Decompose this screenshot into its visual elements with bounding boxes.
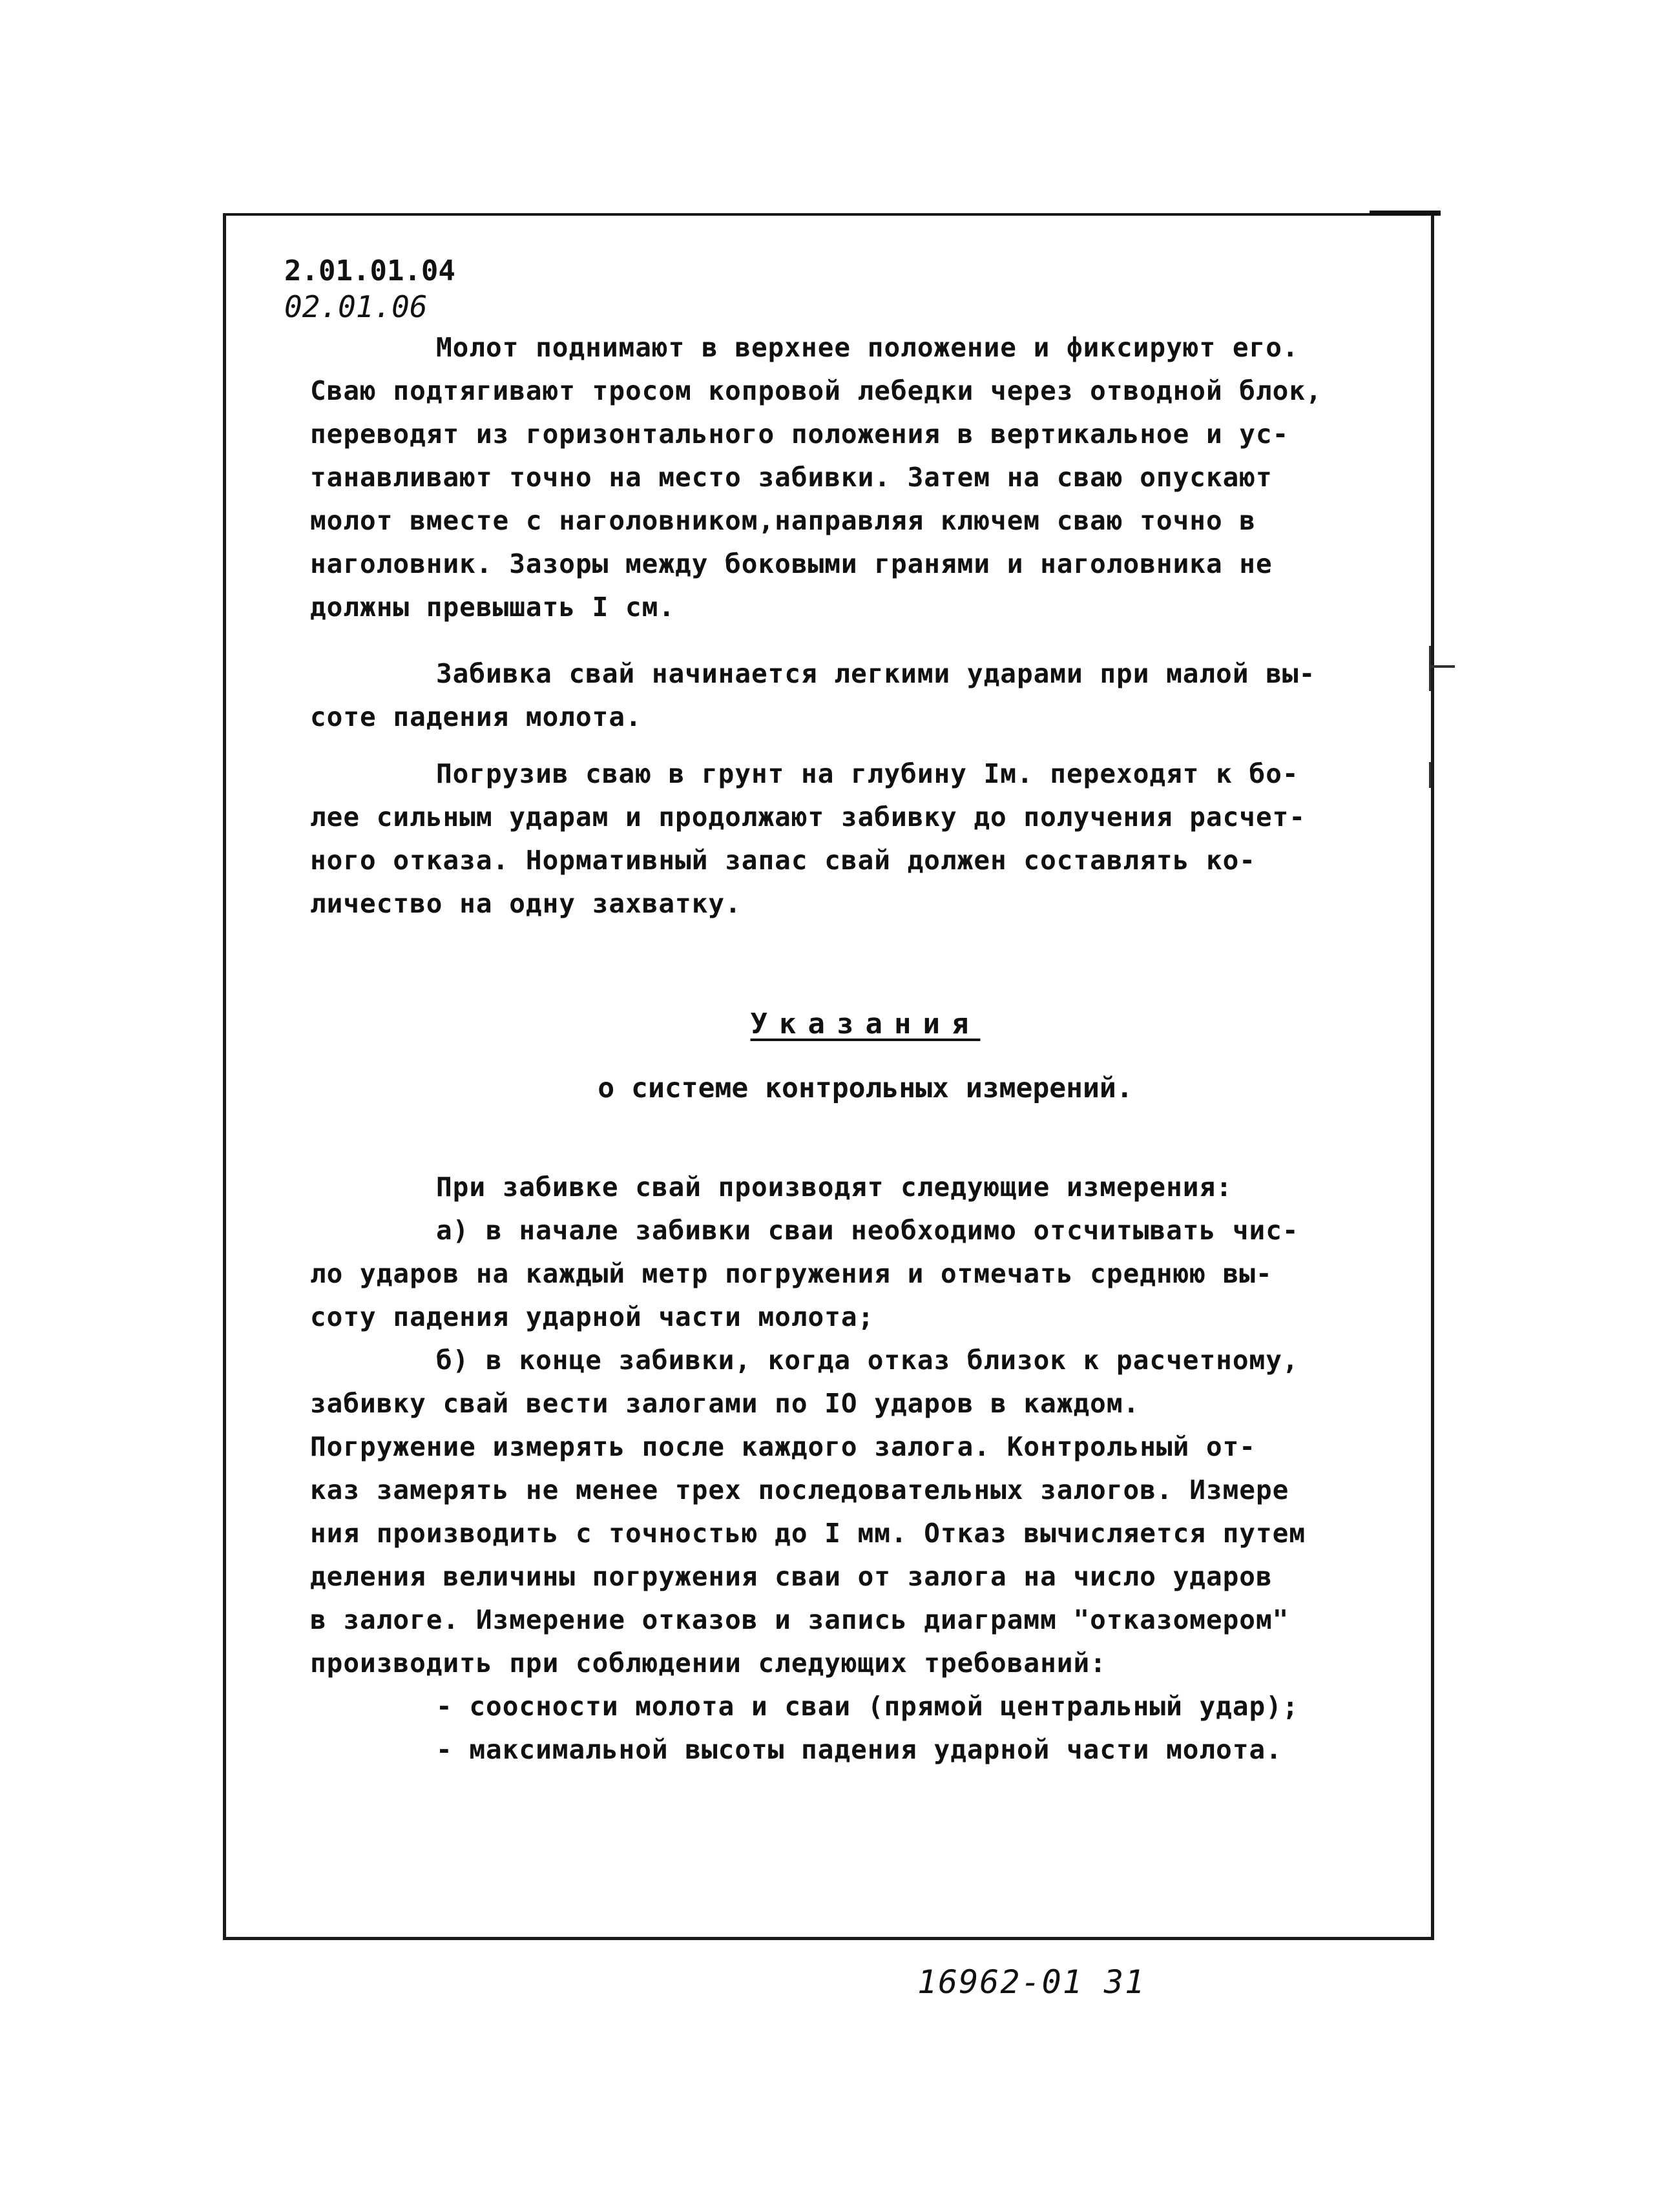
text-line: Сваю подтягивают тросом копровой лебедки через отводной блок,	[310, 375, 1322, 406]
document-code: 2.01.01.04	[284, 254, 455, 287]
text-line: ния производить с точностью до I мм. Отказ вычисляется путем	[310, 1518, 1306, 1549]
text-line: Молот поднимают в верхнее положение и фиксируют его.	[436, 332, 1299, 363]
text-line: танавливают точно на место забивки. Затем на сваю опускают	[310, 462, 1273, 493]
text-line: забивку свай вести залогами по IO ударов в каждом.	[310, 1388, 1140, 1419]
paragraph-driving-start	[310, 652, 1415, 739]
document-code-handwritten: 02.01.06	[284, 289, 428, 324]
text-line: соте падения молота.	[310, 701, 642, 732]
paragraph-driving-continue	[310, 752, 1415, 925]
section-subtitle: о системе контрольных измерений.	[598, 1072, 1133, 1104]
requirement-item: - максимальной высоты падения ударной части молота.	[436, 1734, 1282, 1765]
text-line: каз замерять не менее трех последовательных залогов. Измере	[310, 1474, 1289, 1505]
text-line: б) в конце забивки, когда отказ близок к расчетному,	[436, 1345, 1299, 1376]
footer-document-number: 16962-01 31	[917, 1963, 1146, 2001]
margin-mark	[1429, 646, 1431, 691]
text-line: Погружение измерять после каждого залога. Контрольный от-	[310, 1431, 1256, 1462]
text-line: наголовник. Зазоры между боковыми гранями и наголовника не	[310, 548, 1273, 579]
section-title: Указания	[750, 1008, 981, 1040]
text-line: производить при соблюдении следующих требований:	[310, 1648, 1107, 1679]
margin-mark	[1429, 762, 1431, 788]
text-line: деления величины погружения сваи от залога на число ударов	[310, 1561, 1273, 1592]
text-line: а) в начале забивки сваи необходимо отсчитывать чис-	[436, 1215, 1299, 1246]
text-line: личество на одну захватку.	[310, 888, 742, 919]
text-line: лее сильным ударам и продолжают забивку до получения расчет-	[310, 801, 1306, 832]
text-line: молот вместе с наголовником,направляя ключем сваю точно в	[310, 505, 1256, 536]
text-line: При забивке свай производят следующие измерения:	[436, 1172, 1233, 1203]
paragraph-measurements	[310, 1166, 1415, 1772]
text-line: должны превышать I см.	[310, 592, 676, 623]
frame-corner-mark	[1370, 211, 1441, 216]
text-line: в залоге. Измерение отказов и запись диаграмм "отказомером"	[310, 1604, 1289, 1635]
requirement-item: - соосности молота и сваи (прямой центральный удар);	[436, 1691, 1299, 1722]
paragraph-hammer-positioning	[310, 326, 1415, 629]
text-line: переводят из горизонтального положения в вертикальное и ус-	[310, 419, 1289, 450]
text-line: соту падения ударной части молота;	[310, 1301, 875, 1332]
text-line: Забивка свай начинается легкими ударами при малой вы-	[436, 658, 1316, 689]
text-line: ного отказа. Нормативный запас свай должен составлять ко-	[310, 845, 1256, 876]
text-line: ло ударов на каждый метр погружения и отмечать среднюю вы-	[310, 1258, 1273, 1289]
text-line: Погрузив сваю в грунт на глубину Iм. переходят к бо-	[436, 758, 1299, 789]
margin-mark	[1429, 665, 1455, 668]
